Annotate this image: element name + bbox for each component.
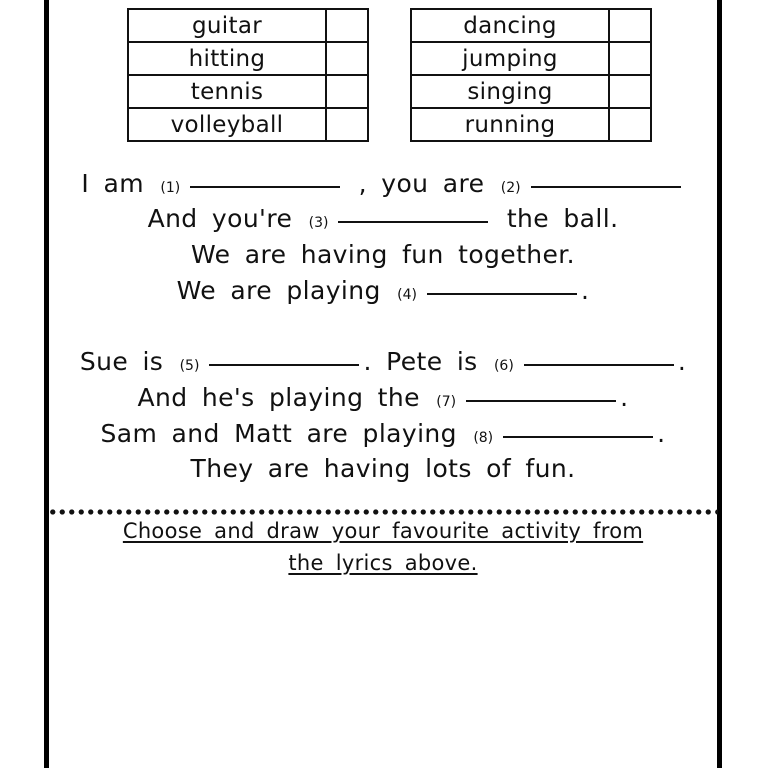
drawing-instruction-line-1: Choose and draw your favourite activity from [122, 519, 644, 543]
lyric-text: They are having lots of fun. [190, 454, 576, 483]
word-bank-row [128, 9, 368, 42]
lyric-text: Sam and Matt are playing [100, 419, 457, 448]
word-bank-checkbox[interactable] [326, 9, 368, 42]
lyric-line-3 [49, 239, 717, 271]
answer-blank[interactable] [503, 436, 653, 438]
word-bank-checkbox[interactable] [326, 42, 368, 75]
lyric-line-5 [49, 346, 717, 378]
lyric-text: . Pete is [363, 347, 478, 376]
word-bank-row [411, 75, 651, 108]
word-bank-row [128, 42, 368, 75]
lyric-line-1 [49, 168, 717, 200]
page-border-right [717, 0, 722, 768]
lyric-text: . [677, 347, 687, 376]
word-bank-row [128, 108, 368, 141]
answer-blank[interactable] [524, 364, 674, 366]
answer-blank[interactable] [209, 364, 359, 366]
blank-number: (8) [473, 430, 494, 446]
lyric-line-4 [49, 275, 717, 307]
word-bank-word: running [411, 108, 609, 141]
word-bank-row [411, 42, 651, 75]
lyric-text: We are having fun together. [190, 240, 576, 269]
word-bank-word: guitar [128, 9, 326, 42]
lyric-line-7 [49, 418, 717, 450]
answer-blank[interactable] [466, 400, 616, 402]
word-bank-word: hitting [128, 42, 326, 75]
lyric-text: the ball. [506, 204, 619, 233]
answer-blank[interactable] [190, 186, 340, 188]
word-bank-word: volleyball [128, 108, 326, 141]
word-bank-checkbox[interactable] [609, 75, 651, 108]
lyric-text: . [657, 419, 666, 448]
word-bank-word: dancing [411, 9, 609, 42]
lyric-line-2 [49, 203, 717, 235]
word-bank-left [127, 8, 369, 142]
answer-blank[interactable] [531, 186, 681, 188]
word-bank-checkbox[interactable] [609, 42, 651, 75]
blank-number: (5) [179, 358, 200, 374]
word-bank-checkbox[interactable] [326, 108, 368, 141]
word-bank-checkbox[interactable] [326, 75, 368, 108]
blank-number: (7) [436, 394, 457, 410]
dotted-divider [48, 508, 718, 516]
word-bank-word: singing [411, 75, 609, 108]
lyric-text: And you're [147, 204, 293, 233]
word-bank-word: jumping [411, 42, 609, 75]
lyric-text: And he's playing the [137, 383, 420, 412]
word-bank-checkbox[interactable] [609, 9, 651, 42]
lyric-text: , you are [358, 169, 485, 198]
word-bank-row [128, 75, 368, 108]
drawing-instruction-line-2: the lyrics above. [288, 551, 478, 575]
lyric-line-6 [49, 382, 717, 414]
word-bank-word: tennis [128, 75, 326, 108]
lyric-text: Sue is [79, 347, 164, 376]
word-bank-row [411, 108, 651, 141]
answer-blank[interactable] [427, 293, 577, 295]
blank-number: (6) [493, 358, 514, 374]
lyric-text: I am [81, 169, 144, 198]
blank-number: (1) [160, 180, 181, 196]
blank-number: (4) [397, 287, 417, 303]
blank-number: (2) [500, 180, 521, 196]
lyric-text: We are playing [176, 276, 381, 305]
word-bank-row [411, 9, 651, 42]
blank-number: (3) [308, 215, 329, 231]
word-bank-checkbox[interactable] [609, 108, 651, 141]
lyric-text: . [581, 276, 590, 305]
lyric-line-8 [49, 453, 717, 485]
word-bank-right [410, 8, 652, 142]
answer-blank[interactable] [338, 221, 488, 223]
lyric-text: . [620, 383, 629, 412]
